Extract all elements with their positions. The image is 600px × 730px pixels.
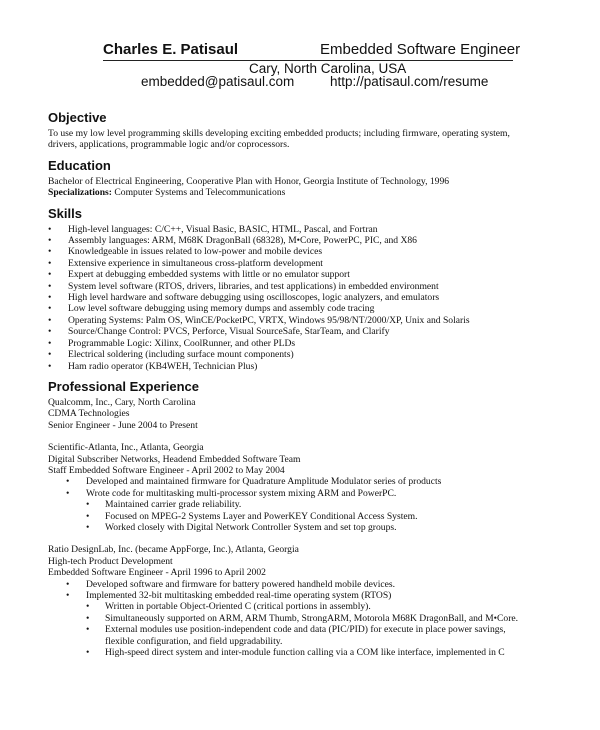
skill-item: • Operating Systems: Palm OS, WinCE/PocketPC, VRTX, Windows 95/98/NT/2000/XP, Unix and Solaris — [48, 315, 588, 326]
skill-item: • Ham radio operator (KB4WEH, Technician Plus) — [48, 361, 588, 372]
job-role: Staff Embedded Software Engineer - April 2002 to May 2004 — [48, 464, 285, 476]
education-section — [48, 158, 588, 199]
specializations — [48, 187, 588, 198]
skill-item: • Extensive experience in simultaneous cross-platform development — [48, 258, 588, 269]
objective-line: To use my low level programming skills developing exciting embedded products; including firmware, operating system, — [48, 128, 510, 139]
skill-item: • High-level languages: C/C++, Visual Basic, BASIC, HTML, Pascal, and Fortran — [48, 224, 588, 235]
skill-item: • Electrical soldering (including surface mount components) — [48, 349, 588, 360]
specializations-value: Computer Systems and Telecommunications — [111, 187, 286, 199]
job-bullet: • Developed and maintained firmware for Quadrature Amplitude Modulator series of products — [48, 476, 588, 487]
education-heading: Education — [48, 157, 111, 173]
specializations-label: Specializations: — [48, 187, 112, 199]
job-bullets — [48, 579, 588, 659]
website-link[interactable]: http://patisaul.com/resume — [330, 74, 489, 89]
job-bullet: • Developed software and firmware for battery powered handheld mobile devices. — [48, 579, 588, 590]
job-sub-bullet: • Focused on MPEG-2 Systems Layer and PowerKEY Conditional Access System. — [48, 511, 588, 522]
job-company: Ratio DesignLab, Inc. (became AppForge, Inc.), Atlanta, Georgia — [48, 544, 299, 556]
job-scientific-atlanta — [48, 442, 588, 533]
candidate-name: Charles E. Patisaul — [103, 41, 239, 58]
skill-item: • System level software (RTOS, drivers, libraries, and test applications) in embedded environment — [48, 281, 588, 292]
job-role: Embedded Software Engineer - April 1996 to April 2002 — [48, 567, 266, 579]
job-sub-bullet: • Simultaneously supported on ARM, ARM Thumb, StrongARM, Motorola M68K DragonBall, and M•Core. — [48, 613, 588, 624]
objective-heading: Objective — [48, 110, 107, 125]
job-sub-bullet: • Worked closely with Digital Network Controller System and set top groups. — [48, 522, 588, 533]
job-sub-bullet: • Maintained carrier grade reliability. — [48, 499, 588, 510]
skill-item: • Assembly languages: ARM, M68K DragonBall (68328), M•Core, PowerPC, PIC, and X86 — [48, 235, 588, 246]
skill-item: • Expert at debugging embedded systems with little or no emulator support — [48, 269, 588, 280]
job-sub-bullet: • High-speed direct system and inter-module function calling via a COM like interface, implemented in C — [48, 647, 588, 658]
job-sub-bullet: • External modules use position-independent code and data (PIC/PID) for execute in place power savings, — [48, 624, 588, 635]
job-title: Embedded Software Engineer — [320, 41, 521, 58]
skill-item: • High level hardware and software debugging using oscilloscopes, logic analyzers, and emulators — [48, 292, 588, 303]
job-sub-bullet-continued: flexible configuration, and field upgradability. — [105, 635, 283, 647]
experience-section — [48, 379, 588, 659]
degree: Bachelor of Electrical Engineering, Cooperative Plan with Honor, Georgia Institute of Technology, 1996 — [48, 175, 450, 187]
job-sub-bullet: • Written in portable Object-Oriented C (critical portions in assembly). — [48, 601, 588, 612]
experience-heading: Professional Experience — [48, 378, 200, 394]
job-division: Digital Subscriber Networks, Headend Embedded Software Team — [48, 453, 301, 465]
resume-body — [48, 110, 588, 669]
skill-item: • Low level software debugging using memory dumps and assembly code tracing — [48, 303, 588, 314]
job-ratio-designlab — [48, 544, 588, 658]
job-company: Qualcomm, Inc., Cary, North Carolina — [48, 396, 196, 408]
skills-list — [48, 224, 588, 372]
objective-line: drivers, applications, programmable logic and/or coprocessors. — [48, 139, 290, 151]
email[interactable]: embedded@patisaul.com — [141, 74, 295, 89]
job-bullet: • Implemented 32-bit multitasking embedded real-time operating system (RTOS) — [48, 590, 588, 601]
location: Cary, North Carolina, USA — [249, 61, 407, 76]
job-bullet: • Wrote code for multitasking multi-processor system mixing ARM and PowerPC. — [48, 488, 588, 499]
skill-item: • Knowledgeable in issues related to low-power and mobile devices — [48, 246, 588, 257]
job-company: Scientific-Atlanta, Inc., Atlanta, Georgia — [48, 442, 204, 454]
job-division: CDMA Technologies — [48, 408, 130, 420]
skills-section — [48, 206, 588, 372]
job-role: Senior Engineer - June 2004 to Present — [48, 419, 198, 431]
skills-heading: Skills — [48, 205, 82, 221]
skill-item: • Source/Change Control: PVCS, Perforce, Visual SourceSafe, StarTeam, and Clarify — [48, 326, 588, 337]
skill-item: • Programmable Logic: Xilinx, CoolRunner, and other PLDs — [48, 338, 588, 349]
objective-section — [48, 110, 588, 151]
job-bullets — [48, 476, 588, 533]
job-division: High-tech Product Development — [48, 555, 173, 567]
job-qualcomm — [48, 397, 588, 431]
